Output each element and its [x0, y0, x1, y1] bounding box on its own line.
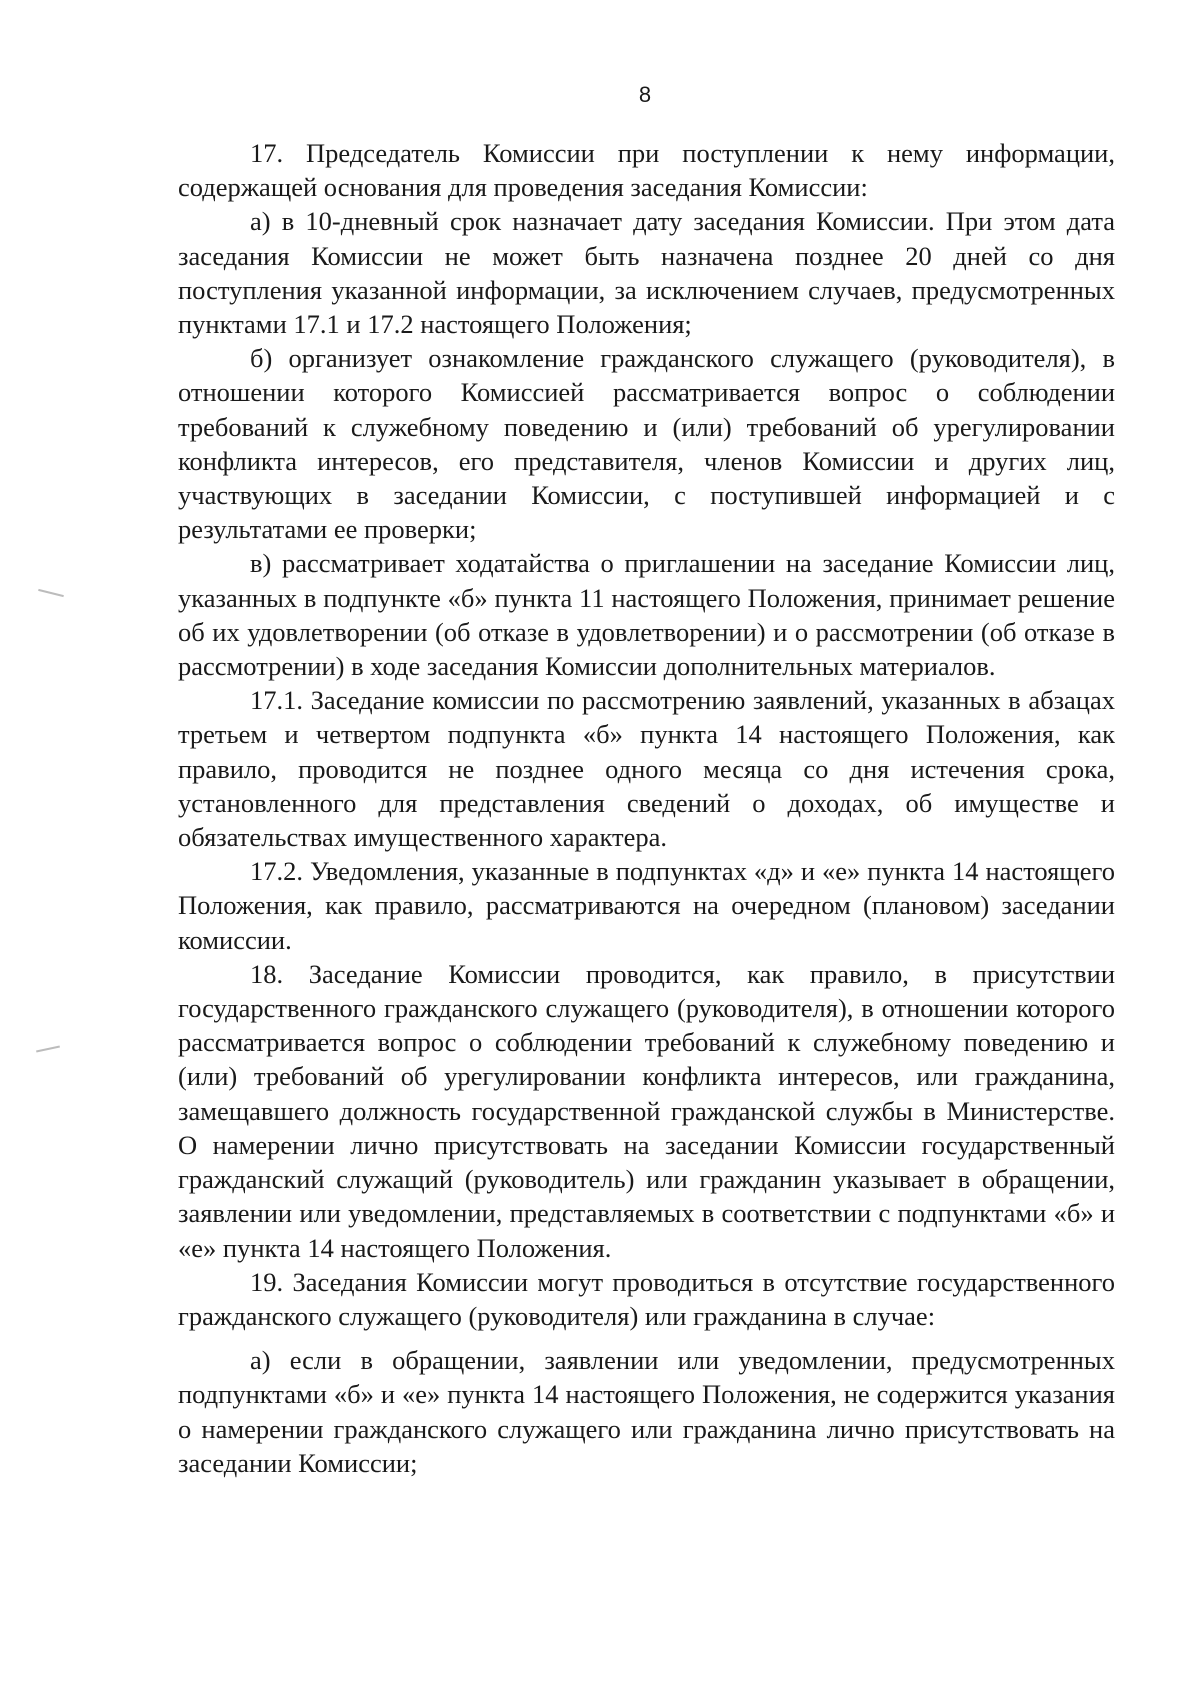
paragraph-17-b: б) организует ознакомление гражданского служащего (руководителя), в отношении которого Комиссией рассматривается вопрос о соблюдении требований к служебному поведению и (или) требований об урегулировании конфликта интересов, его представителя, членов Комиссии и других лиц, участвующих в заседании Комиссии, с поступившей информацией и с результатами ее проверки; — [178, 343, 1115, 545]
scan-mark-left-upper — [38, 589, 64, 597]
paragraph-17-1: 17.1. Заседание комиссии по рассмотрению заявлений, указанных в абзацах третьем и четвертом подпункта «б» пункта 14 настоящего Положения, как правило, проводится не позднее одного месяца со дня истечения срока, установленного для представления сведений о доходах, об имуществе и обязательствах имущественного характера. — [178, 685, 1115, 853]
paragraph-17-a: а) в 10-дневный срок назначает дату заседания Комиссии. При этом дата заседания Комиссии не может быть назначена позднее 20 дней со дня поступления указанной информации, за исключением случаев, предусмотренных пунктами 17.1 и 17.2 настоящего Положения; — [178, 206, 1115, 340]
paragraph-19-a: а) если в обращении, заявлении или уведомлении, предусмотренных подпунктами «б» и «е» пункта 14 настоящего Положения, не содержится указания о намерении гражданского служащего или гражданина лично присутствовать на заседании Комиссии; — [178, 1345, 1115, 1478]
paragraph-17-2: 17.2. Уведомления, указанные в подпунктах «д» и «е» пункта 14 настоящего Положения, как правило, рассматриваются на очередном (плановом) заседании комиссии. — [178, 856, 1115, 955]
paragraph-17-v: в) рассматривает ходатайства о приглашении на заседание Комиссии лиц, указанных в подпункте «б» пункта 11 настоящего Положения, принимает решение об их удовлетворении (об отказе в удовлетворении) и о рассмотрении (об отказе в рассмотрении) в ходе заседания Комиссии дополнительных материалов. — [178, 548, 1115, 682]
document-body — [178, 136, 1115, 1480]
scan-mark-left-lower — [36, 1046, 60, 1053]
paragraph-19: 19. Заседания Комиссии могут проводиться в отсутствие государственного гражданского служащего (руководителя) или гражданина в случае: — [178, 1266, 1115, 1331]
page-number: 8 — [638, 82, 652, 107]
paragraph-17: 17. Председатель Комиссии при поступлении к нему информации, содержащей основания для проведения заседания Комиссии: — [178, 138, 1115, 203]
paragraph-18: 18. Заседание Комиссии проводится, как правило, в присутствии государственного гражданского служащего (руководителя), в отношении которого рассматривается вопрос о соблюдении требований к служебному поведению и (или) требований об урегулировании конфликта интересов, или гражданина, замещавшего должность государственной гражданской службы в Министерстве. О намерении лично присутствовать на заседании Комиссии государственный гражданский служащий (руководитель) или гражданин указывает в обращении, заявлении или уведомлении, представляемых в соответствии с подпунктами «б» и «е» пункта 14 настоящего Положения. — [178, 958, 1115, 1263]
